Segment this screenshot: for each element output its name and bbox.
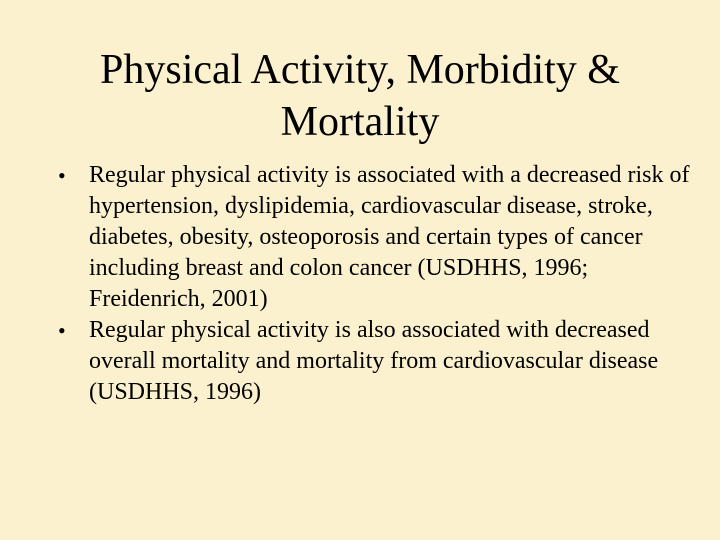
bullet-item <box>58 160 698 315</box>
bullet-text: Regular physical activity is associated with a decreased risk of hypertension, dyslipidemia, cardiovascular disease, stroke, diabetes, obesity, osteoporosis and certain types of cancer including breast and colon cancer (USDHHS, 1996; Freidenrich, 2001) <box>89 162 690 312</box>
slide-title-line-1: Physical Activity, Morbidity & <box>100 47 620 93</box>
bullet-item <box>58 315 698 408</box>
bullet-text: Regular physical activity is also associated with decreased overall mortality and mortality from cardiovascular disease (USDHHS, 1996) <box>89 317 659 405</box>
bullet-list <box>58 160 698 408</box>
slide-title <box>0 44 720 148</box>
bullet-icon: • <box>58 318 66 343</box>
slide-title-line-2: Mortality <box>280 99 440 145</box>
bullet-icon: • <box>58 163 66 188</box>
